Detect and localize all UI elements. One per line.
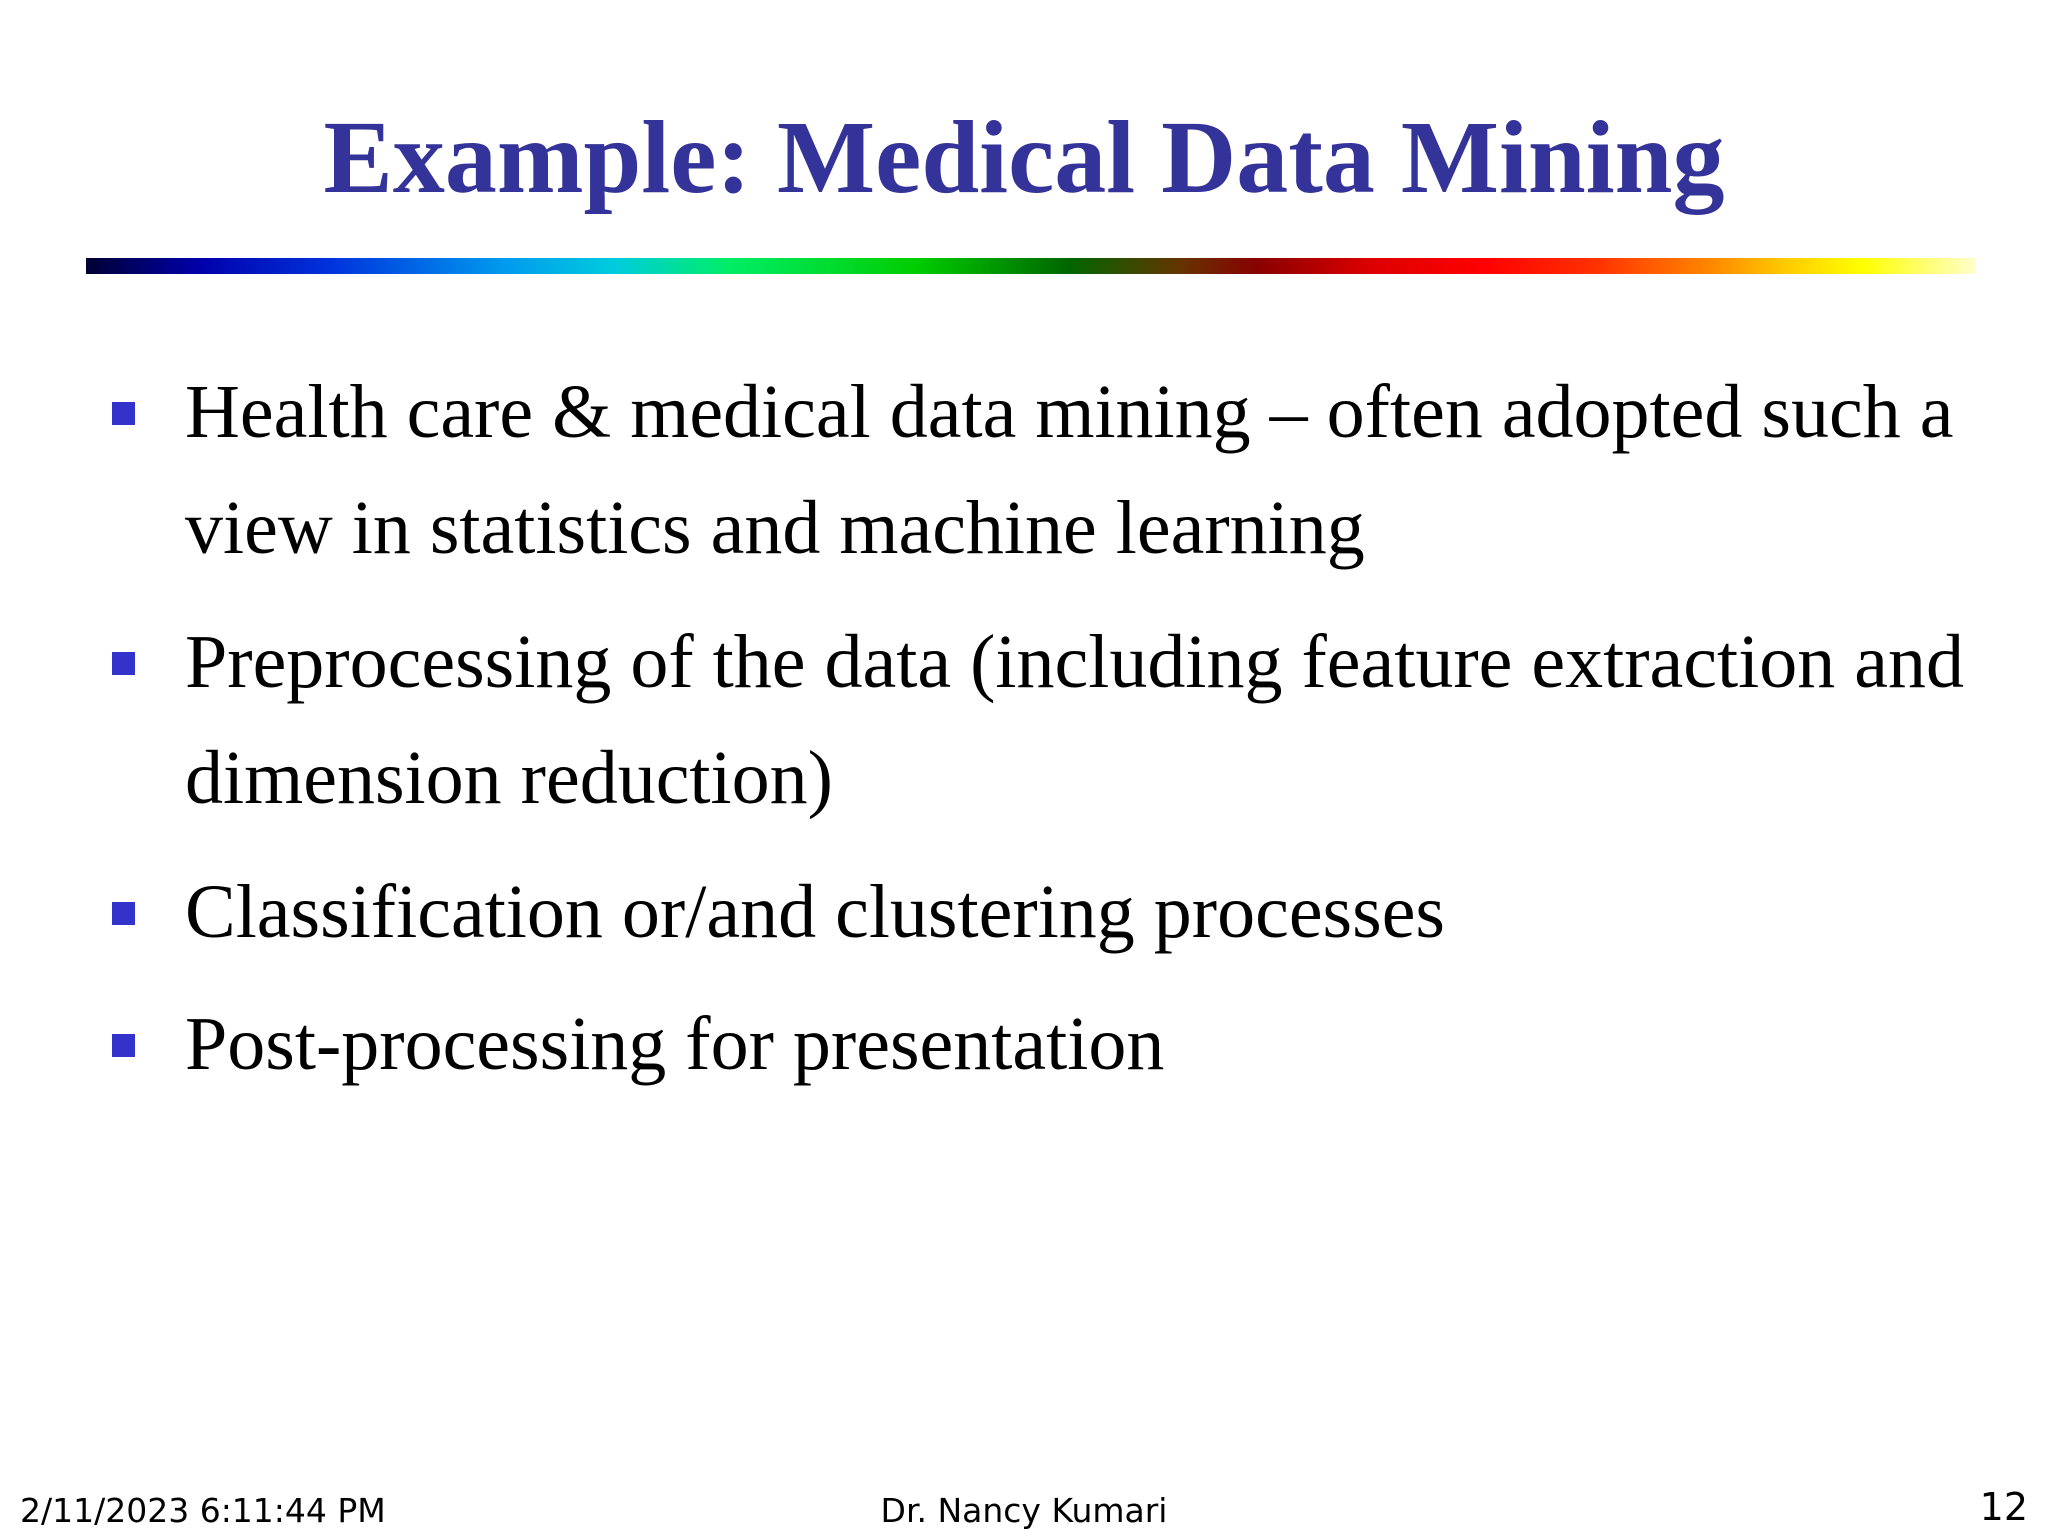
square-bullet-icon [112, 1034, 135, 1057]
square-bullet-icon [112, 902, 135, 925]
footer-date: 2/11/2023 6:11:44 PM [20, 1491, 386, 1530]
slide-title: Example: Medical Data Mining [323, 100, 1725, 215]
bullet-text: Post-processing for presentation [185, 1002, 1165, 1086]
title-divider-rule [86, 258, 1976, 274]
bullet-text: Classification or/and clustering processes [185, 870, 1446, 954]
bullet-text: Health care & medical data mining – often adopted such a view in statistics and machine learning [185, 370, 1954, 570]
square-bullet-icon [112, 402, 135, 425]
bullet-text: Preprocessing of the data (including feature extraction and dimension reduction) [185, 620, 1964, 820]
page-number: 12 [1979, 1485, 2028, 1529]
square-bullet-icon [112, 652, 135, 675]
footer-author: Dr. Nancy Kumari [880, 1491, 1168, 1530]
